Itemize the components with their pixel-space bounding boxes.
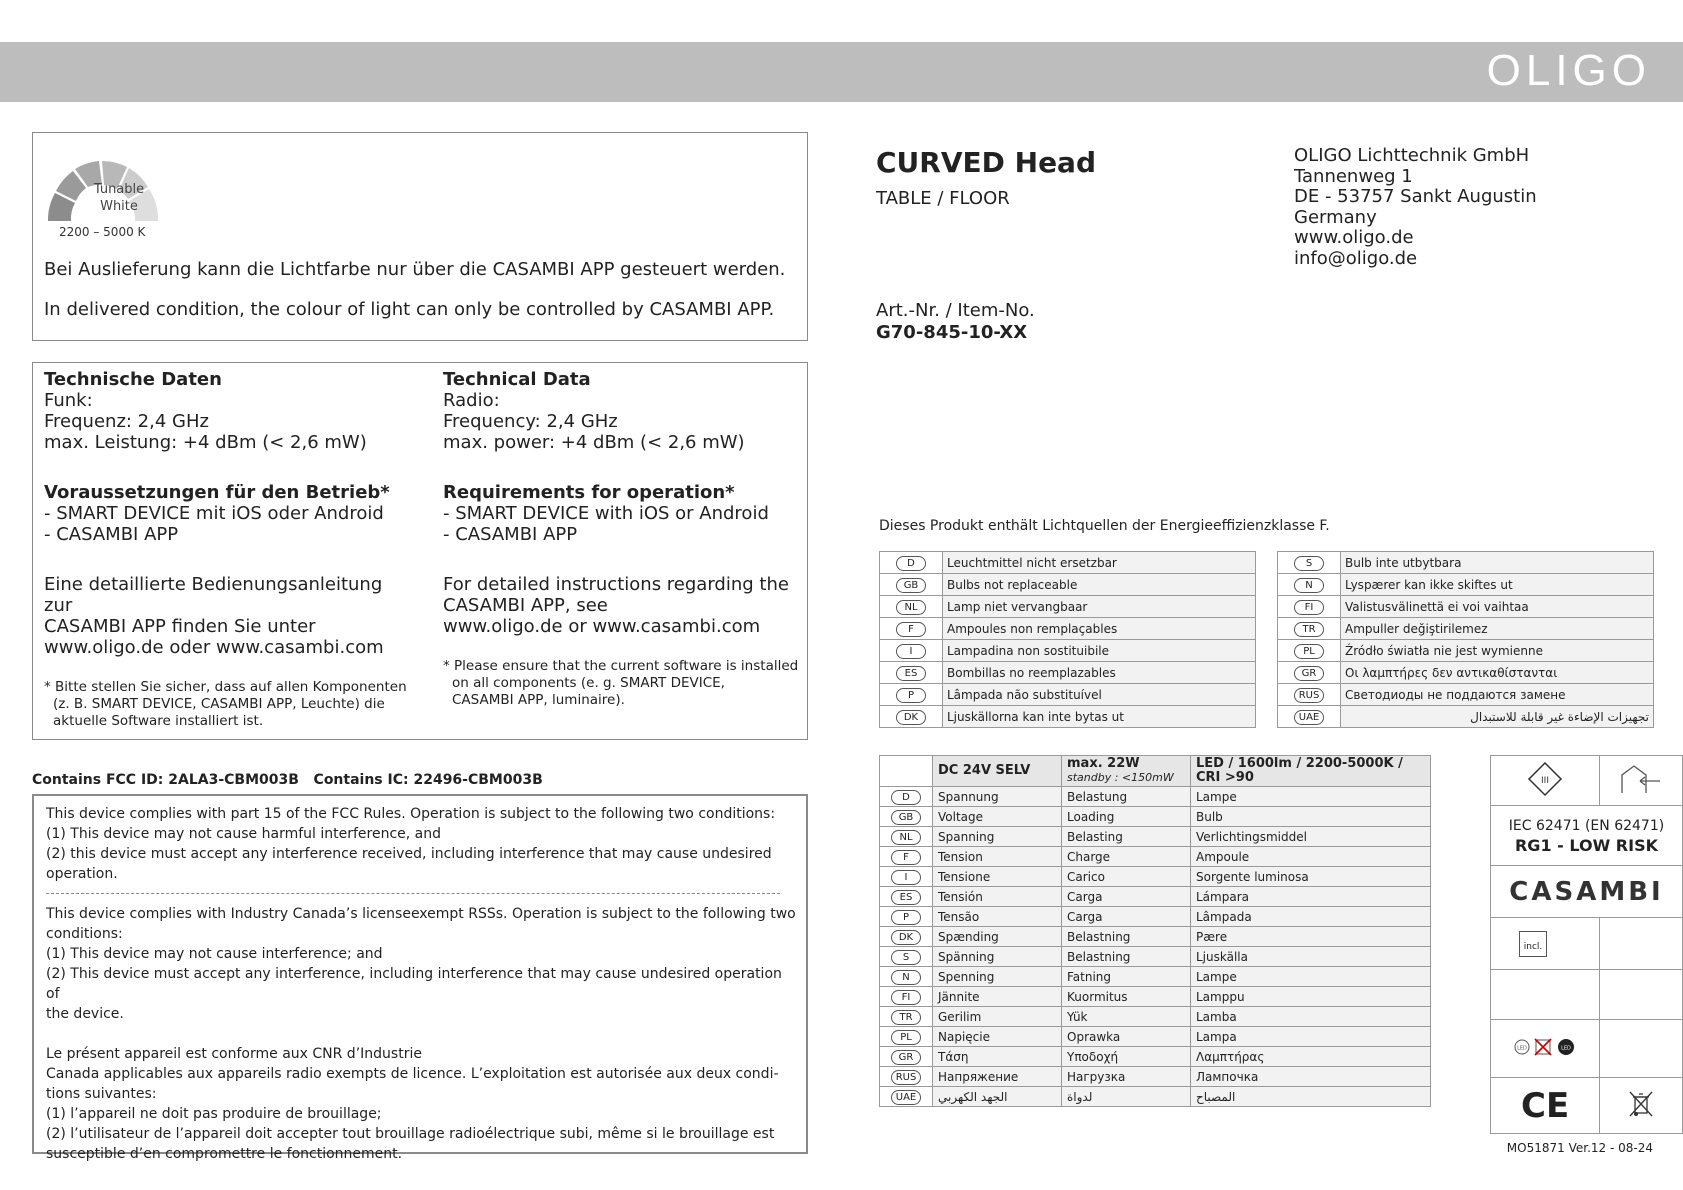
fr-line: tions suivantes:	[46, 1086, 157, 1102]
spec-header-power	[1062, 756, 1191, 787]
ic-line: the device.	[46, 1006, 124, 1022]
bulb-row	[1278, 706, 1654, 728]
country-code-badge: PL	[891, 1030, 921, 1045]
spec-cell-c: Λαμπτήρας	[1191, 1047, 1431, 1067]
bulb-text: Bulb inte utbytbara	[1341, 552, 1654, 574]
led-symbols-cell	[1491, 1020, 1600, 1078]
spec-cell-a: Tensión	[933, 887, 1062, 907]
spec-cell-b: Υποδοχή	[1062, 1047, 1191, 1067]
fr-line: Canada applicables aux appareils radio exempts de licence. L’exploitation est autorisée aux deux condi-	[46, 1066, 779, 1082]
spec-cell-a: الجهد الكهربي	[933, 1087, 1062, 1107]
indoor-use-icon	[1618, 763, 1664, 795]
country-code-badge: S	[1294, 556, 1324, 571]
spec-row	[880, 847, 1431, 867]
spec-row	[880, 887, 1431, 907]
foot-de-line: * Bitte stellen Sie sicher, dass auf allen Komponenten	[44, 679, 407, 695]
bulb-row	[880, 640, 1256, 662]
country-code-badge: P	[896, 688, 926, 703]
country-code-badge: TR	[891, 1010, 921, 1025]
country-code-badge: S	[891, 950, 921, 965]
spec-cell-c: Лампочка	[1191, 1067, 1431, 1087]
svg-text:LED: LED	[1517, 1045, 1528, 1051]
spec-cell-c: Lâmpada	[1191, 907, 1431, 927]
tech-de-line: max. Leistung: +4 dBm (< 2,6 mW)	[44, 432, 367, 453]
bulb-row	[880, 596, 1256, 618]
spec-cell-c: Lampe	[1191, 967, 1431, 987]
spec-row	[880, 967, 1431, 987]
tech-en-title: Technical Data	[443, 369, 591, 390]
bulb-text: تجهيزات الإضاءة غير قابلة للاستبدال	[1341, 706, 1654, 728]
spec-cell-b: Oprawka	[1062, 1027, 1191, 1047]
art-label: Art.-Nr. / Item-No.	[876, 300, 1035, 321]
fr-line: (1) l’appareil ne doit pas produire de brouillage;	[46, 1106, 382, 1122]
casambi-logo: CASAMBI	[1491, 866, 1683, 918]
spec-row	[880, 1087, 1431, 1107]
fcc-line: (2) this device must accept any interference received, including interference that may cause undesired	[46, 846, 772, 862]
spec-cell-a: Spenning	[933, 967, 1062, 987]
spec-cell-c: Pære	[1191, 927, 1431, 947]
fcc-ids: Contains FCC ID: 2ALA3-CBM003B Contains IC: 22496-CBM003B	[32, 772, 543, 788]
tech-de-line: Frequenz: 2,4 GHz	[44, 411, 209, 432]
country-code-badge: P	[891, 910, 921, 925]
ic-line: (1) This device may not cause interference; and	[46, 946, 383, 962]
spec-cell-b: لدواة	[1062, 1087, 1191, 1107]
indoor-use-cell	[1600, 756, 1683, 806]
company-line: DE - 53757 Sankt Augustin	[1294, 186, 1537, 207]
country-code-badge: TR	[1294, 622, 1324, 637]
bulbs-table-right	[1277, 551, 1654, 728]
spec-cell-c: Lampe	[1191, 787, 1431, 807]
country-code-badge: RUS	[891, 1070, 921, 1085]
ic-line: This device complies with Industry Canada’s licenseexempt RSSs. Operation is subject to the following two	[46, 906, 796, 922]
spec-row	[880, 1007, 1431, 1027]
ic-line: (2) This device must accept any interference, including interference that may cause undesired operation of	[46, 966, 782, 1002]
country-code-badge: N	[1294, 578, 1324, 593]
spec-cell-c: Bulb	[1191, 807, 1431, 827]
bulb-row	[1278, 552, 1654, 574]
spec-cell-b: Fatning	[1062, 967, 1191, 987]
req-de-line: - SMART DEVICE mit iOS oder Android	[44, 503, 384, 524]
protection-class-cell	[1491, 756, 1600, 806]
fcc-compliance-box	[32, 794, 808, 1162]
bulbs-table-left	[879, 551, 1256, 728]
document-number: MO51871 Ver.12 - 08-24	[1506, 1141, 1653, 1155]
bulb-text: Lâmpada não substituível	[943, 684, 1256, 706]
spec-row	[880, 907, 1431, 927]
spec-cell-a: Gerilim	[933, 1007, 1062, 1027]
req-en-title: Requirements for operation*	[443, 482, 735, 503]
spec-header-led-line: CRI >90	[1196, 770, 1254, 785]
spec-row	[880, 1027, 1431, 1047]
spec-header-voltage: DC 24V SELV	[933, 756, 1062, 787]
bulb-row	[880, 706, 1256, 728]
fr-line: (2) l’utilisateur de l’appareil doit accepter tout brouillage radioélectrique subi, même si le brouillage est	[46, 1126, 775, 1142]
bulb-row	[1278, 684, 1654, 706]
country-code-badge: D	[891, 790, 921, 805]
bulb-text: Bulbs not replaceable	[943, 574, 1256, 596]
spec-header-led-line: LED / 1600lm / 2200-5000K /	[1196, 756, 1403, 771]
country-code-badge: DK	[891, 930, 921, 945]
led-lamp-type-icon	[1512, 1035, 1578, 1059]
country-code-badge: GR	[891, 1050, 921, 1065]
spec-row	[880, 987, 1431, 1007]
spec-cell-b: Belastung	[1062, 787, 1191, 807]
spec-table	[879, 755, 1431, 1107]
country-code-badge: I	[896, 644, 926, 659]
photobiological-cell	[1491, 806, 1683, 866]
tech-en-line: Radio:	[443, 390, 500, 411]
certification-grid	[1490, 755, 1683, 1134]
req-en-line: - CASAMBI APP	[443, 524, 578, 545]
bulb-text: Lampadina non sostituibile	[943, 640, 1256, 662]
energy-note: Dieses Produkt enthält Lichtquellen der Energieeffizienzklasse F.	[879, 518, 1330, 534]
bulb-text: Ampoules non remplaçables	[943, 618, 1256, 640]
spec-cell-a: Napięcie	[933, 1027, 1062, 1047]
bulb-row	[1278, 662, 1654, 684]
fr-line: susceptible d’en compromettre le fonctionnement.	[46, 1146, 403, 1162]
spec-header-led	[1191, 756, 1431, 787]
tunable-range: 2200 – 5000 K	[59, 225, 146, 239]
country-code-badge: ES	[896, 666, 926, 681]
bulb-text: Ljuskällorna kan inte bytas ut	[943, 706, 1256, 728]
instr-en-line: www.oligo.de or www.casambi.com	[443, 616, 761, 637]
instr-en-line: For detailed instructions regarding the	[443, 574, 789, 595]
bulb-text: Οι λαμπτήρες δεν αντικαθίστανται	[1341, 662, 1654, 684]
bulb-text: Ampuller değiştirilemez	[1341, 618, 1654, 640]
spec-cell-c: Lamba	[1191, 1007, 1431, 1027]
country-code-badge: D	[896, 556, 926, 571]
country-code-badge: GB	[896, 578, 926, 593]
spec-header-standby: standby : <150mW	[1067, 771, 1174, 784]
country-code-badge: UAE	[1294, 710, 1324, 725]
spec-cell-c: المصباح	[1191, 1087, 1431, 1107]
bulb-row	[880, 574, 1256, 596]
protection-class-iii-icon	[1527, 761, 1563, 797]
spec-row	[880, 827, 1431, 847]
bulb-row	[1278, 618, 1654, 640]
spec-row	[880, 947, 1431, 967]
country-code-badge: F	[896, 622, 926, 637]
bulb-row	[880, 552, 1256, 574]
country-code-badge: RUS	[1294, 688, 1324, 703]
country-code-badge: N	[891, 970, 921, 985]
spec-cell-c: Sorgente luminosa	[1191, 867, 1431, 887]
spec-cell-a: Spannung	[933, 787, 1062, 807]
weee-cell	[1600, 1078, 1683, 1134]
country-code-badge: GB	[891, 810, 921, 825]
bulb-text: Źródło światła nie jest wymienne	[1341, 640, 1654, 662]
spec-cell-c: Lámpara	[1191, 887, 1431, 907]
driver-included-cell	[1491, 918, 1600, 970]
spec-cell-c: Verlichtingsmiddel	[1191, 827, 1431, 847]
country-code-badge: PL	[1294, 644, 1324, 659]
instr-de-line: www.oligo.de oder www.casambi.com	[44, 637, 384, 658]
company-website: www.oligo.de	[1294, 227, 1414, 248]
oligo-logo: OLIGO	[1486, 46, 1651, 95]
instr-de-line: CASAMBI APP finden Sie unter	[44, 616, 316, 637]
tech-de-title: Technische Daten	[44, 369, 222, 390]
tech-en-line: max. power: +4 dBm (< 2,6 mW)	[443, 432, 745, 453]
tunable-label-2: White	[100, 199, 138, 214]
spec-cell-b: Yük	[1062, 1007, 1191, 1027]
spec-row	[880, 1067, 1431, 1087]
bulb-row	[880, 662, 1256, 684]
spec-cell-b: Belasting	[1062, 827, 1191, 847]
technical-data-box	[32, 362, 808, 740]
foot-en-line: CASAMBI APP, luminaire).	[452, 692, 625, 708]
spec-cell-b: Belastning	[1062, 927, 1191, 947]
country-code-badge: UAE	[891, 1090, 921, 1105]
req-de-title: Voraussetzungen für den Betrieb*	[44, 482, 390, 503]
spec-cell-c: Ampoule	[1191, 847, 1431, 867]
fr-line: Le présent appareil est conforme aux CNR d’Industrie	[46, 1046, 422, 1062]
product-name: CURVED Head	[876, 146, 1096, 179]
spec-cell-a: Τάση	[933, 1047, 1062, 1067]
spec-row	[880, 927, 1431, 947]
bulb-text: Leuchtmittel nicht ersetzbar	[943, 552, 1256, 574]
instr-de-line: Eine detaillierte Bedienungsanleitung zur	[44, 574, 383, 616]
foot-en-line: on all components (e. g. SMART DEVICE,	[452, 675, 725, 691]
spec-cell-a: Jännite	[933, 987, 1062, 1007]
bulb-text: Светодиоды не поддаются замене	[1341, 684, 1654, 706]
fcc-line: This device complies with part 15 of the FCC Rules. Operation is subject to the following two conditions:	[46, 806, 776, 822]
delivery-note-en: In delivered condition, the colour of light can only be controlled by CASAMBI APP.	[44, 299, 775, 320]
company-line: Germany	[1294, 206, 1377, 228]
spec-cell-b: Carga	[1062, 907, 1191, 927]
req-en-line: - SMART DEVICE with iOS or Android	[443, 503, 769, 524]
country-code-badge: DK	[896, 710, 926, 725]
spec-cell-a: Tension	[933, 847, 1062, 867]
divider	[46, 893, 780, 894]
spec-cell-b: Charge	[1062, 847, 1191, 867]
ce-mark: CE	[1491, 1078, 1600, 1134]
foot-de-line: (z. B. SMART DEVICE, CASAMBI APP, Leuchte) die	[53, 696, 385, 712]
weee-bin-icon	[1627, 1089, 1655, 1119]
country-code-badge: I	[891, 870, 921, 885]
country-code-badge: FI	[891, 990, 921, 1005]
country-code-badge: FI	[1294, 600, 1324, 615]
delivery-note-de: Bei Auslieferung kann die Lichtfarbe nur über die CASAMBI APP gesteuert werden.	[44, 259, 786, 280]
fcc-line: operation.	[46, 866, 118, 882]
bulb-row	[880, 684, 1256, 706]
svg-text:LED: LED	[1561, 1045, 1572, 1051]
foot-en-line: * Please ensure that the current software is installed	[443, 658, 799, 674]
spec-cell-b: Kuormitus	[1062, 987, 1191, 1007]
spec-row	[880, 807, 1431, 827]
bulb-row	[1278, 574, 1654, 596]
req-de-line: - CASAMBI APP	[44, 524, 179, 545]
instr-en-line: CASAMBI APP, see	[443, 595, 608, 616]
spec-cell-a: Tensione	[933, 867, 1062, 887]
tech-de-line: Funk:	[44, 390, 93, 411]
driver-included-icon: incl.	[1519, 931, 1547, 957]
spec-row	[880, 867, 1431, 887]
company-address	[1294, 146, 1537, 269]
spec-cell-b: Carico	[1062, 867, 1191, 887]
header-bar	[0, 42, 1683, 102]
spec-cell-a: Spänning	[933, 947, 1062, 967]
bulb-text: Lyspærer kan ikke skiftes ut	[1341, 574, 1654, 596]
spec-cell-a: Voltage	[933, 807, 1062, 827]
spec-cell-b: Belastning	[1062, 947, 1191, 967]
risk-group: RG1 - LOW RISK	[1514, 835, 1658, 855]
spec-cell-c: Lampa	[1191, 1027, 1431, 1047]
bulb-row	[1278, 640, 1654, 662]
spec-cell-a: Напряжение	[933, 1067, 1062, 1087]
spec-row	[880, 1047, 1431, 1067]
iec-norm: IEC 62471 (EN 62471)	[1508, 817, 1665, 834]
spec-cell-a: Spanning	[933, 827, 1062, 847]
tunable-white-box	[32, 132, 808, 341]
bulb-text: Lamp niet vervangbaar	[943, 596, 1256, 618]
art-number: G70-845-10-XX	[876, 322, 1028, 343]
spec-cell-b: Loading	[1062, 807, 1191, 827]
spec-cell-a: Spænding	[933, 927, 1062, 947]
fcc-line: (1) This device may not cause harmful interference, and	[46, 826, 442, 842]
company-line: Tannenweg 1	[1294, 165, 1413, 187]
bulb-row	[1278, 596, 1654, 618]
foot-de-line: aktuelle Software installiert ist.	[53, 713, 264, 729]
country-code-badge: F	[891, 850, 921, 865]
spec-cell-c: Lamppu	[1191, 987, 1431, 1007]
bulb-text: Bombillas no reemplazables	[943, 662, 1256, 684]
spec-header-row	[880, 756, 1431, 787]
country-code-badge: GR	[1294, 666, 1324, 681]
spec-cell-b: Нагрузка	[1062, 1067, 1191, 1087]
country-code-badge: ES	[891, 890, 921, 905]
company-email: info@oligo.de	[1294, 247, 1418, 269]
product-subtitle: TABLE / FLOOR	[876, 188, 1010, 209]
tunable-label-1: Tunable	[93, 182, 145, 197]
ic-line: conditions:	[46, 926, 123, 942]
tech-en-line: Frequency: 2,4 GHz	[443, 411, 618, 432]
spec-cell-c: Ljuskälla	[1191, 947, 1431, 967]
svg-text:III: III	[1541, 775, 1550, 786]
country-code-badge: NL	[896, 600, 926, 615]
spec-row	[880, 787, 1431, 807]
spec-header-power-value: max. 22W	[1067, 756, 1140, 771]
spec-cell-a: Tensão	[933, 907, 1062, 927]
bulb-row	[880, 618, 1256, 640]
country-code-badge: NL	[891, 830, 921, 845]
company-line: OLIGO Lichttechnik GmbH	[1294, 145, 1530, 166]
spec-cell-b: Carga	[1062, 887, 1191, 907]
bulb-text: Valistusvälinettä ei voi vaihtaa	[1341, 596, 1654, 618]
